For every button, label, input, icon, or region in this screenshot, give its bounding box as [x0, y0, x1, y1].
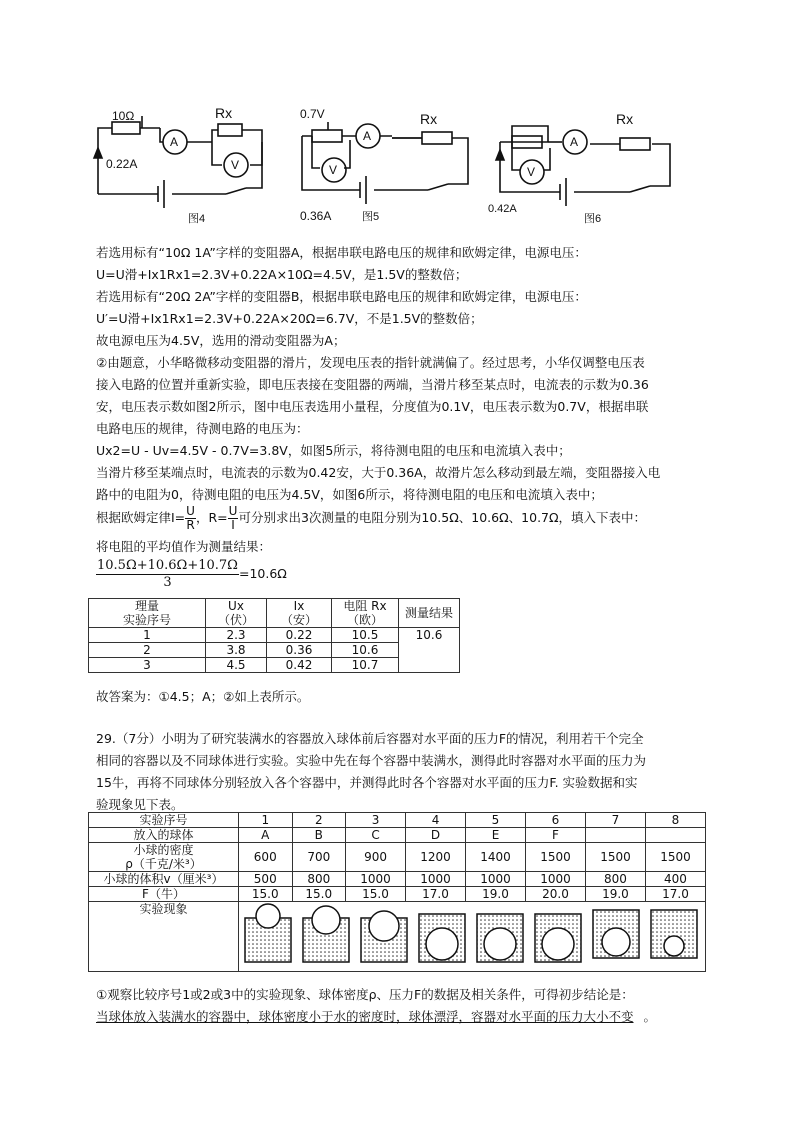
- fig6-caption: 图6: [584, 213, 602, 225]
- q29-line-1: 29.（7分）小明为了研究装满水的容器放入球体前后容器对水平面的压力F的情况，利用若干个完全: [96, 731, 644, 746]
- phenomenon-illustrations: [239, 902, 706, 972]
- table1-i-label: Ix: [293, 599, 305, 613]
- fig4-voltmeter: V: [231, 158, 240, 172]
- fig6-ammeter: A: [570, 135, 579, 149]
- table2-cell: [585, 828, 645, 843]
- fig5-voltage: 0.7V: [300, 107, 325, 121]
- fig4-caption: 图4: [188, 213, 206, 225]
- table2-cell: D: [406, 828, 466, 843]
- table1-cell: 2: [89, 643, 206, 658]
- table2-cell: 6: [525, 813, 585, 828]
- ohm-fraction-i: [185, 505, 196, 532]
- table2-cell: 1: [239, 813, 293, 828]
- fig5-voltmeter: V: [329, 163, 338, 177]
- table2-cell: 1500: [585, 843, 645, 872]
- table2-cell: 1200: [406, 843, 466, 872]
- table2-cell: 5: [466, 813, 526, 828]
- table1-cell: 10.6: [332, 643, 399, 658]
- q29-line-2: 相同的容器以及不同球体进行实验。实验中先在每个容器中装满水，测得此时容器对水平面的压力为: [96, 753, 647, 768]
- table2-density-unit: ρ（千克/米³）: [125, 857, 202, 871]
- table2-cell: 17.0: [645, 887, 705, 902]
- table1-cell: 10.7: [332, 658, 399, 673]
- table2-cell: 1000: [346, 872, 406, 887]
- table2-cell: B: [292, 828, 346, 843]
- table-row: [89, 628, 460, 643]
- table2-cell: 400: [645, 872, 705, 887]
- table2-cell: 800: [292, 872, 346, 887]
- table1-cell: 3: [89, 658, 206, 673]
- text-line-4: U′=U滑+Ix1Rx1=2.3V+0.22A×20Ω=6.7V，不是1.5V的整数倍；: [96, 311, 483, 326]
- fig4-ammeter: A: [170, 135, 179, 149]
- text-line-11: 当滑片移至某端点时，电流表的示数为0.42安，大于0.36A，故滑片怎么移动到最左端，变阻器接入电: [96, 465, 661, 480]
- table1-result: 10.6: [399, 628, 460, 673]
- ohm-fraction-i-den: R: [186, 518, 195, 532]
- table2-cell: 4: [406, 813, 466, 828]
- q29-line-3: 15牛，再将不同球体分别轻放入各个容器中，并测得此时各个容器对水平面的压力F. 实验数据和实: [96, 775, 638, 790]
- table1-header-bottom: 实验序号: [122, 613, 171, 627]
- table2-cell: 1500: [645, 843, 705, 872]
- table2-cell: E: [466, 828, 526, 843]
- ohm-fraction-r-den: I: [231, 518, 235, 532]
- resistance-table: [88, 598, 460, 673]
- table1-u-label: Ux: [228, 599, 244, 613]
- table2-label-ball: 放入的球体: [89, 828, 239, 843]
- fig5-caption: 图5: [362, 211, 380, 223]
- average-fraction: [96, 558, 239, 591]
- text-line-10: Ux2=U - Uv=4.5V - 0.7V=3.8V，如图5所示，将待测电阻的电压和电流填入表中；: [96, 443, 571, 458]
- conclusion-end: 。: [643, 1009, 657, 1024]
- table2-cell: 8: [645, 813, 705, 828]
- table2-cell: 15.0: [292, 887, 346, 902]
- table2-cell: 1500: [525, 843, 585, 872]
- table1-cell: 10.5: [332, 628, 399, 643]
- fig4-resistor-label: 10Ω: [112, 109, 135, 123]
- table2-cell: 1000: [466, 872, 526, 887]
- conclusion-line-1: ①观察比较序号1或2或3中的实验现象、球体密度ρ、压力F的数据及相关条件，可得初步结论是：: [96, 987, 634, 1002]
- ohm-law-line: [96, 504, 646, 532]
- table2-cell: 1000: [406, 872, 466, 887]
- table2-label-force: F（牛）: [89, 887, 239, 902]
- fig4-current: 0.22A: [106, 157, 138, 171]
- table1-cell: 1: [89, 628, 206, 643]
- table-row: [89, 828, 706, 843]
- ohm-law-mid: ，R=: [195, 510, 228, 525]
- table2-cell: 17.0: [406, 887, 466, 902]
- text-line-8: 安，电压表示数如图2所示，图中电压表选用小量程，分度值为0.1V，电压表示数为0.7V，根据串联: [96, 399, 649, 414]
- table2-cell: 600: [239, 843, 293, 872]
- fig6-voltmeter: V: [527, 165, 536, 179]
- answer-line: 故答案为：①4.5；A；②如上表所示。: [96, 689, 310, 704]
- fig6-rx: Rx: [616, 111, 634, 127]
- ohm-fraction-r-num: U: [228, 504, 238, 518]
- table1-u-unit: （伏）: [217, 613, 254, 627]
- average-denominator: 3: [163, 575, 172, 590]
- table2-cell: 1000: [525, 872, 585, 887]
- table2-cell: A: [239, 828, 293, 843]
- table2-cell: 1400: [466, 843, 526, 872]
- table2-label-volume: 小球的体积v（厘米³）: [89, 872, 239, 887]
- text-line-5: 故电源电压为4.5V，选用的滑动变阻器为A；: [96, 333, 346, 348]
- table2-label-density: [89, 843, 239, 872]
- text-line-7: 接入电路的位置并重新实验，即电压表接在变阻器的两端，当滑片移至某点时，电流表的示数为0.36: [96, 377, 649, 392]
- table2-cell: 7: [585, 813, 645, 828]
- table2-density-label: 小球的密度: [133, 843, 194, 857]
- table1-header-result: 测量结果: [399, 599, 460, 628]
- text-line-6: ②由题意，小华略微移动变阻器的滑片，发现电压表的指针就满偏了。经过思考，小华仅调整电压表: [96, 355, 645, 370]
- containers-illustration: [239, 902, 705, 968]
- table1-cell: 0.36: [267, 643, 332, 658]
- table2-cell: 15.0: [239, 887, 293, 902]
- fig5-ammeter: A: [363, 129, 372, 143]
- average-numerator: 10.5Ω+10.6Ω+10.7Ω: [97, 558, 238, 573]
- table-row: [89, 843, 706, 872]
- fig6-current: 0.42A: [488, 203, 517, 215]
- table1-i-unit: （安）: [280, 613, 317, 627]
- table2-cell: 2: [292, 813, 346, 828]
- table2-cell: 3: [346, 813, 406, 828]
- ball-experiment-table: [88, 812, 706, 972]
- table1-cell: 0.42: [267, 658, 332, 673]
- text-line-9: 电路电压的规律，待测电路的电压为：: [96, 421, 309, 436]
- table1-cell: 0.22: [267, 628, 332, 643]
- table-row: [89, 872, 706, 887]
- table2-cell: 19.0: [466, 887, 526, 902]
- table1-header-u: [206, 599, 267, 628]
- table-row: [89, 813, 706, 828]
- conclusion-answer: 当球体放入装满水的容器中，球体密度小于水的密度时，球体漂浮，容器对水平面的压力大小不变: [96, 1009, 634, 1024]
- table1-cell: 2.3: [206, 628, 267, 643]
- table2-cell: 800: [585, 872, 645, 887]
- conclusion-line-2: [96, 1008, 656, 1026]
- text-line-14: 将电阻的平均值作为测量结果：: [96, 539, 272, 554]
- table1-header-r: [332, 599, 399, 628]
- table1-header-diag: [89, 599, 206, 628]
- text-line-12: 路中的电阻为0，待测电阻的电压为4.5V，如图6所示，将待测电阻的电压和电流填入表中；: [96, 487, 603, 502]
- table1-cell: 3.8: [206, 643, 267, 658]
- table2-cell: 19.0: [585, 887, 645, 902]
- table2-label-phenomenon: 实验现象: [89, 902, 239, 972]
- table2-cell: F: [525, 828, 585, 843]
- ohm-fraction-r: [228, 505, 239, 532]
- table1-header-top: 理量: [134, 599, 159, 613]
- table2-cell: 15.0: [346, 887, 406, 902]
- table2-label-seq: 实验序号: [89, 813, 239, 828]
- text-line-1: 若选用标有“10Ω 1A”字样的变阻器A，根据串联电路电压的规律和欧姆定律，电源电压：: [96, 245, 587, 260]
- table2-cell: 500: [239, 872, 293, 887]
- table-row: [89, 902, 706, 972]
- fig5-rx: Rx: [420, 111, 438, 127]
- text-line-3: 若选用标有“20Ω 2A”字样的变阻器B，根据串联电路电压的规律和欧姆定律，电源电压：: [96, 289, 587, 304]
- fig5-current: 0.36A: [300, 209, 332, 223]
- table-row: [89, 887, 706, 902]
- circuit-figures: [0, 0, 800, 240]
- average-formula: [96, 558, 287, 591]
- ohm-law-prefix: 根据欧姆定律I=: [96, 510, 186, 525]
- average-result: =10.6Ω: [238, 566, 287, 581]
- table1-r-label: 电阻 Rx: [343, 599, 387, 613]
- table2-cell: 20.0: [525, 887, 585, 902]
- ohm-law-suffix: 可分别求出3次测量的电阻分别为10.5Ω、10.6Ω、10.7Ω，填入下表中：: [238, 510, 647, 525]
- table1-header-i: [267, 599, 332, 628]
- table2-cell: [645, 828, 705, 843]
- fig4-rx: Rx: [215, 105, 233, 121]
- table2-cell: 700: [292, 843, 346, 872]
- ohm-fraction-i-num: U: [186, 504, 195, 518]
- table2-cell: C: [346, 828, 406, 843]
- text-line-2: U=U滑+Ix1Rx1=2.3V+0.22A×10Ω=4.5V，是1.5V的整数倍；: [96, 267, 468, 282]
- table1-r-unit: （欧）: [346, 613, 383, 627]
- table1-cell: 4.5: [206, 658, 267, 673]
- q29-line-4: 验现象见下表。: [96, 797, 184, 812]
- table2-cell: 900: [346, 843, 406, 872]
